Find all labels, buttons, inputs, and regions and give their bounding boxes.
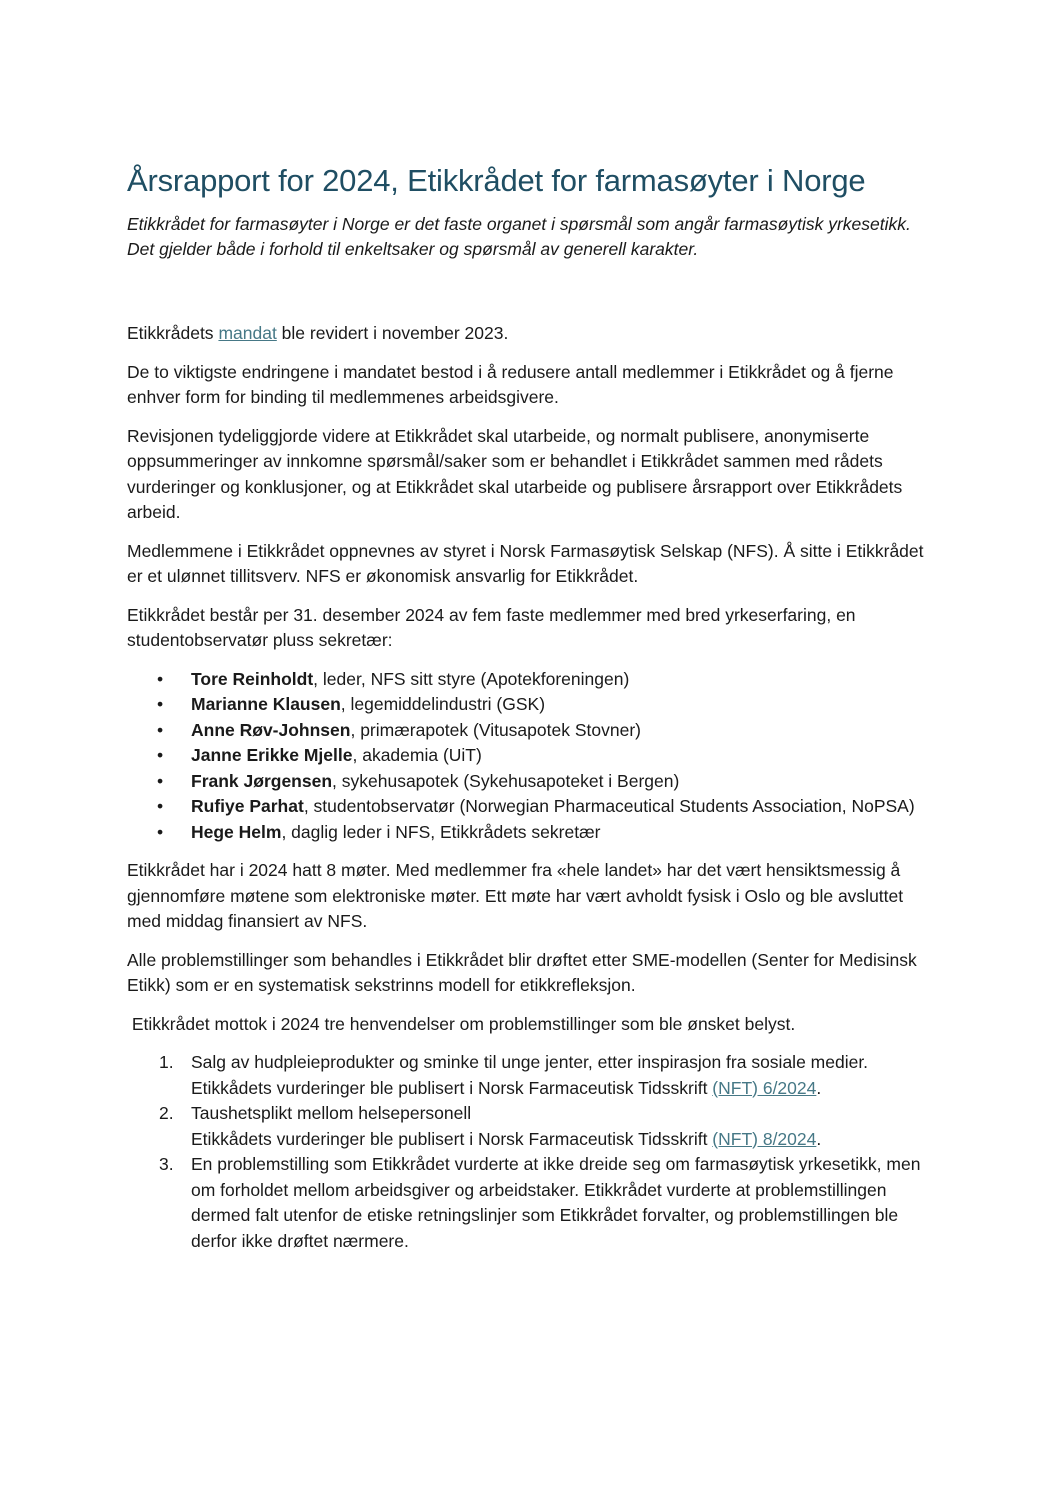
case-publication-text: Etikkådets vurderinger ble publisert i Norsk Farmaceutisk Tidsskrift [191,1077,713,1098]
report-title: Årsrapport for 2024, Etikkrådet for farmasøyter i Norge [127,163,866,198]
bullet-icon: • [157,821,164,842]
member-role: , leder, NFS sitt styre (Apotekforeningen) [313,668,630,689]
case-publication-end: . [816,1128,822,1149]
list-number: 2. [159,1103,174,1123]
member-name: Frank Jørgensen [191,770,333,791]
changes-paragraph: De to viktigste endringene i mandatet bestod i å redusere antall medlemmer i Etikkrådet og å fjerne enhver form for binding til medlemmenes arbeidsgivere. [127,361,894,407]
inquiries-paragraph: Etikkrådet mottok i 2024 tre henvendelser om problemstillinger som ble ønsket belyst. [127,1013,796,1034]
sme-paragraph: Alle problemstillinger som behandles i Etikkrådet blir drøftet etter SME-modellen (Senter for Medisinsk Etikk) som er en systematisk sekstrinns modell for etikkrefleksjon. [127,949,917,995]
list-item [127,1152,937,1254]
nft-6-2024-link[interactable]: (NFT) 6/2024 [712,1077,817,1098]
document-content [127,160,937,1254]
member-name: Marianne Klausen [191,694,341,714]
member-role: , studentobservatør (Norwegian Pharmaceutical Students Association, NoPSA) [303,796,915,816]
members-list [127,667,937,846]
list-item [127,820,937,846]
mandate-link[interactable]: mandat [218,323,277,343]
case-text: En problemstilling som Etikkrådet vurderte at ikke dreide seg om farmasøytisk yrkesetikk, men om forholdet mellom arbeidsgiver og arbeidstaker. Etikkrådet vurderte at problemstillingen dermed falt utenfor de etiske retningslinjer som Etikkrådet forvalter, og problemstillingen ble derfor ikke drøftet nærmere. [191,1154,921,1251]
member-name: Anne Røv-Johnsen [191,719,351,740]
member-role: , primærapotek (Vitusapotek Stovner) [350,719,641,740]
members-appointed-paragraph: Medlemmene i Etikkrådet oppnevnes av styret i Norsk Farmasøytisk Selskap (NFS). Å sitte i Etikkrådet er et ulønnet tillitsverv. NFS er økonomisk ansvarlig for Etikkrådet. [127,540,924,586]
list-item [127,1050,937,1101]
list-item [127,769,937,795]
list-item [127,667,937,693]
bullet-icon: • [157,770,164,791]
case-text: Taushetsplikt mellom helsepersonell [191,1103,472,1123]
member-name: Rufiye Parhat [191,796,304,816]
intro-text: Etikkrådet for farmasøyter i Norge er det faste organet i spørsmål som angår farmasøytisk yrkesetikk. Det gjelder både i forhold til enkeltsaker og spørsmål av generell karakter. [127,214,911,259]
bullet-icon: • [157,668,164,689]
member-role: , daglig leder i NFS, Etikkrådets sekretær [281,821,601,842]
list-item [127,743,937,769]
list-number: 3. [159,1154,174,1174]
case-publication-text: Etikkådets vurderinger ble publisert i Norsk Farmaceutisk Tidsskrift [191,1128,713,1149]
composition-paragraph: Etikkrådet består per 31. desember 2024 av fem faste medlemmer med bred yrkeserfaring, en studentobservatør pluss sekretær: [127,604,856,650]
member-name: Tore Reinholdt [191,668,314,689]
member-name: Janne Erikke Mjelle [191,745,353,765]
list-item [127,794,937,820]
bullet-icon: • [157,745,164,765]
list-item [127,1101,937,1152]
list-item [127,692,937,718]
mandate-paragraph [127,321,937,347]
list-number: 1. [159,1052,174,1072]
member-role: , legemiddelindustri (GSK) [340,694,546,714]
member-role: , sykehusapotek (Sykehusapoteket i Bergen) [332,770,680,791]
bullet-icon: • [157,796,164,816]
case-publication-end: . [816,1077,822,1098]
bullet-icon: • [157,719,164,740]
mandate-text-after: ble revidert i november 2023. [276,323,509,343]
nft-8-2024-link[interactable]: (NFT) 8/2024 [712,1128,817,1149]
member-role: , akademia (UiT) [352,745,482,765]
bullet-icon: • [157,694,164,714]
list-item [127,718,937,744]
revision-paragraph: Revisjonen tydeliggjorde videre at Etikkrådet skal utarbeide, og normalt publisere, anonymiserte oppsummeringer av innkomne spørsmål/saker som er behandlet i Etikkrådet sammen med rådets vurderinger og konklusjoner, og at Etikkrådet skal utarbeide og publisere årsrapport over Etikkrådets arbeid. [127,425,903,522]
mandate-text-before: Etikkrådets [127,323,219,343]
cases-list [127,1050,937,1254]
case-text: Salg av hudpleieprodukter og sminke til unge jenter, etter inspirasjon fra sosiale medier. [191,1052,869,1072]
meetings-paragraph: Etikkrådet har i 2024 hatt 8 møter. Med medlemmer fra «hele landet» har det vært hensiktsmessig å gjennomføre møtene som elektroniske møter. Ett møte har vært avholdt fysisk i Oslo og ble avsluttet med middag finansiert av NFS. [127,860,904,931]
member-name: Hege Helm [191,821,282,842]
